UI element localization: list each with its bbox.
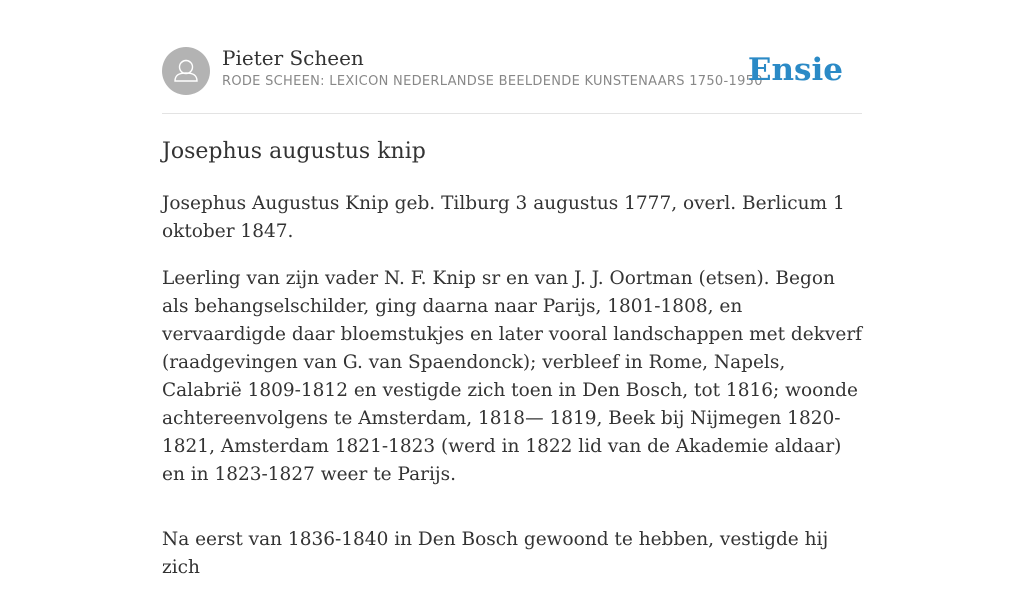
author-name[interactable]: Pieter Scheen [222,46,364,70]
source-title[interactable]: RODE SCHEEN: LEXICON NEDERLANDSE BEELDENDE KUNSTENAARS 1750-1950 [222,74,763,89]
paragraph-continuation: Na eerst van 1836-1840 in Den Bosch gewoond te hebben, vestigde hij zich [162,529,829,578]
ensie-logo[interactable]: Ensie [747,52,843,88]
article-header [162,46,862,114]
paragraph-birth-death: Josephus Augustus Knip geb. Tilburg 3 augustus 1777, overl. Berlicum 1 oktober 1847. [162,193,845,242]
article-body [162,190,867,601]
author-avatar[interactable] [162,47,210,95]
article-title: Josephus augustus knip [162,139,426,164]
paragraph-biography: Leerling van zijn vader N. F. Knip sr en van J. J. Oortman (etsen). Begon als behangselschilder, ging daarna naar Parijs, 1801-1808, en vervaardigde daar bloemstukjes en later vooral landschappen met dekverf (raadgevingen van G. van Spaendonck); verbleef in Rome, Napels, Calabrië 1809-1812 en vestigde zich toen in Den Bosch, tot 1816; woonde achtereenvolgens te Amsterdam, 1818— 1819, Beek bij Nijmegen 1820-1821, Amsterdam 1821-1823 (werd in 1822 lid van de Akademie aldaar) en in 1823-1827 weer te Parijs. [162,268,863,485]
user-silhouette-icon [162,47,210,95]
